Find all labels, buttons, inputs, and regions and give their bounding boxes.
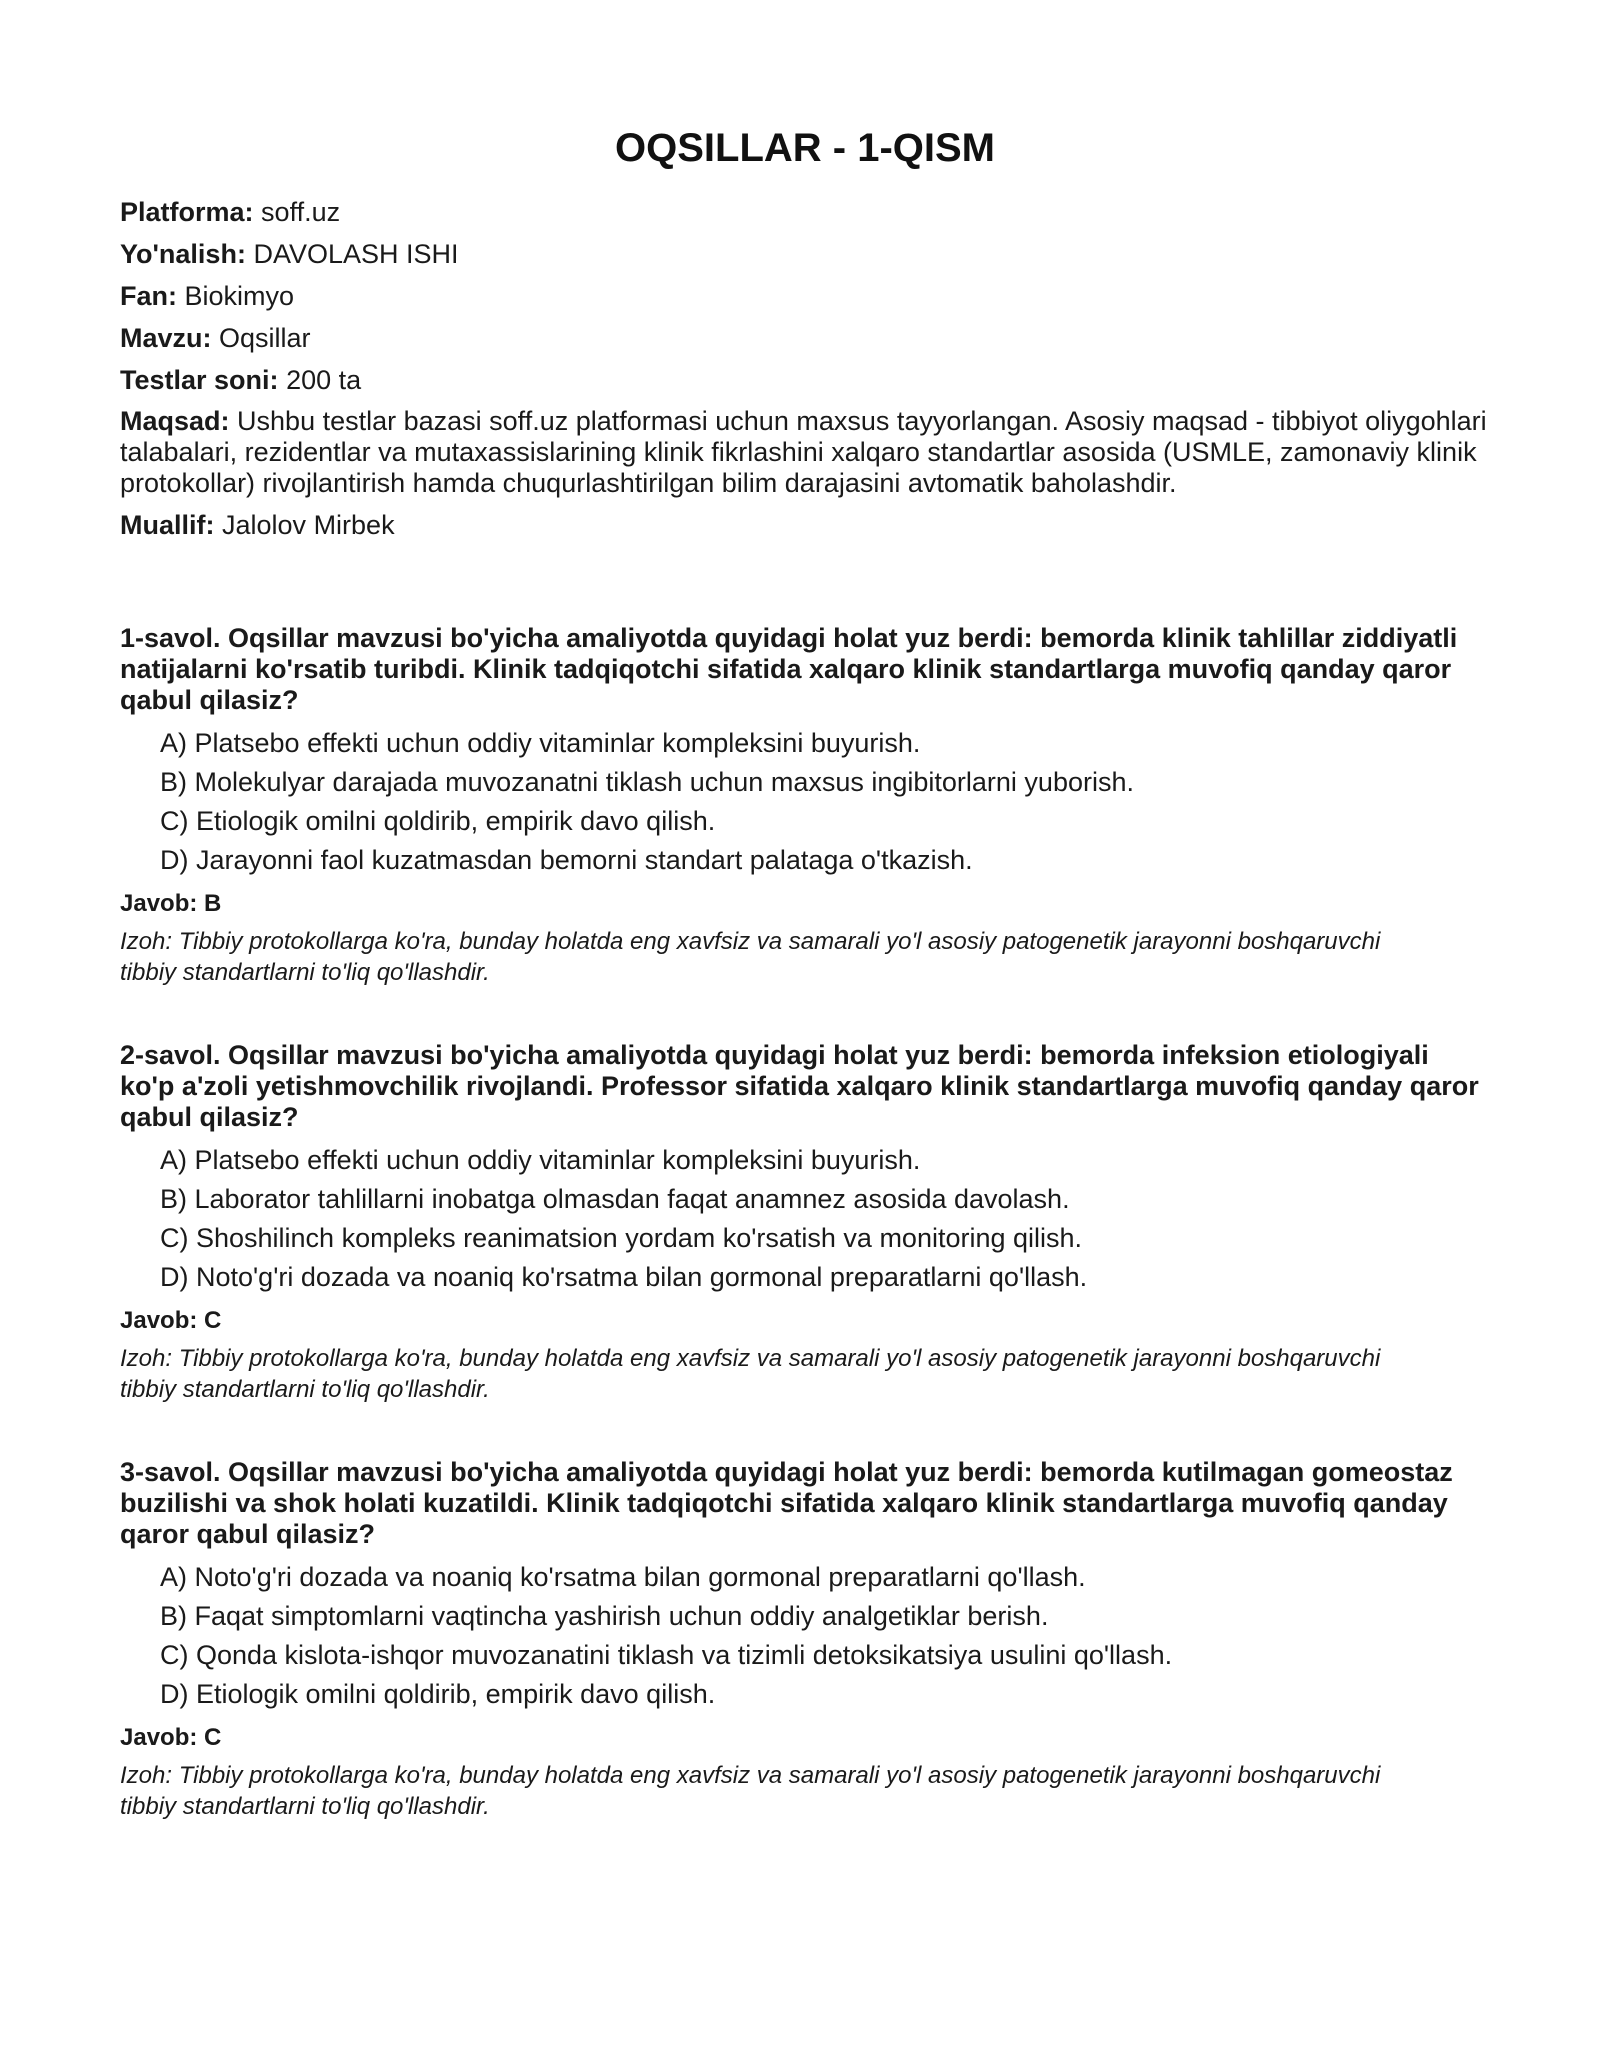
meta-value: soff.uz — [261, 197, 341, 227]
meta-yonalish — [120, 238, 1490, 270]
meta-label: Fan: — [120, 281, 177, 311]
option-b: B) Molekulyar darajada muvozanatni tiklash uchun maxsus ingibitorlarni yuborish. — [160, 767, 1134, 797]
meta-value: Jalolov Mirbek — [222, 510, 395, 540]
option-c: C) Etiologik omilni qoldirib, empirik davo qilish. — [160, 806, 716, 836]
answer-options — [120, 728, 1490, 876]
answer-options — [120, 1562, 1490, 1710]
option-c: C) Qonda kislota-ishqor muvozanatini tiklash va tizimli detoksikatsiya usulini qo'llash. — [160, 1640, 1173, 1670]
meta-value: Biokimyo — [184, 281, 295, 311]
question-item — [120, 623, 1490, 988]
meta-maqsad — [120, 406, 1490, 499]
meta-platforma — [120, 196, 1490, 228]
metadata-block — [120, 196, 1490, 541]
meta-fan — [120, 280, 1490, 312]
option-a: A) Noto'g'ri dozada va noaniq ko'rsatma bilan gormonal preparatlarni qo'llash. — [160, 1562, 1086, 1592]
meta-value: Oqsillar — [219, 323, 311, 353]
answer-key: Javob: C — [120, 1307, 222, 1334]
option-a: A) Platsebo effekti uchun oddiy vitaminlar kompleksini buyurish. — [160, 1145, 921, 1175]
document-page — [120, 0, 1490, 1822]
option-c: C) Shoshilinch kompleks reanimatsion yordam ko'rsatish va monitoring qilish. — [160, 1223, 1083, 1253]
meta-mavzu — [120, 322, 1490, 354]
meta-label: Testlar soni: — [120, 365, 279, 395]
explanation-text: Izoh: Tibbiy protokollarga ko'ra, bunday holatda eng xavfsiz va samarali yo'l asosiy patogenetik jarayonni boshqaruvchi tibbiy standartlarni to'liq qo'llashdir. — [120, 1762, 1381, 1820]
answer-options — [120, 1145, 1490, 1293]
answer-key: Javob: B — [120, 890, 222, 917]
option-d: D) Noto'g'ri dozada va noaniq ko'rsatma bilan gormonal preparatlarni qo'llash. — [160, 1262, 1088, 1292]
explanation-text: Izoh: Tibbiy protokollarga ko'ra, bunday holatda eng xavfsiz va samarali yo'l asosiy patogenetik jarayonni boshqaruvchi tibbiy standartlarni to'liq qo'llashdir. — [120, 1345, 1381, 1403]
option-b: B) Faqat simptomlarni vaqtincha yashirish uchun oddiy analgetiklar berish. — [160, 1601, 1049, 1631]
question-text: 2-savol. Oqsillar mavzusi bo'yicha amaliyotda quyidagi holat yuz berdi: bemorda infeksion etiologiyali ko'p a'zoli yetishmovchilik rivojlandi. Professor sifatida xalqaro klinik standartlarga muvofiq qanday qaror qabul qilasiz? — [120, 1040, 1479, 1132]
question-text: 3-savol. Oqsillar mavzusi bo'yicha amaliyotda quyidagi holat yuz berdi: bemorda kutilmagan gomeostaz buzilishi va shok holati kuzatildi. Klinik tadqiqotchi sifatida xalqaro klinik standartlarga muvofiq qanday qaror qabul qilasiz? — [120, 1457, 1453, 1549]
meta-value: DAVOLASH ISHI — [253, 239, 459, 269]
meta-testlar-soni — [120, 364, 1490, 396]
meta-muallif — [120, 509, 1490, 541]
question-item — [120, 1457, 1490, 1822]
question-text: 1-savol. Oqsillar mavzusi bo'yicha amaliyotda quyidagi holat yuz berdi: bemorda klinik tahlillar ziddiyatli natijalarni ko'rsatib turibdi. Klinik tadqiqotchi sifatida xalqaro klinik standartlarga muvofiq qanday qaror qabul qilasiz? — [120, 623, 1458, 715]
option-a: A) Platsebo effekti uchun oddiy vitaminlar kompleksini buyurish. — [160, 728, 921, 758]
meta-label: Platforma: — [120, 197, 254, 227]
meta-label: Yo'nalish: — [120, 239, 246, 269]
meta-value: 200 ta — [286, 365, 362, 395]
meta-value: Ushbu testlar bazasi soff.uz platformasi uchun maxsus tayyorlangan. Asosiy maqsad - tibbiyot oliygohlari talabalari, rezidentlar va mutaxassislarining klinik fikrlashini xalqaro standartlar asosida (USMLE, zamonaviy klinik protokollar) rivojlantirish hamda chuqurlashtirilgan bilim darajasini avtomatik baholashdir. — [120, 406, 1487, 498]
meta-label: Mavzu: — [120, 323, 212, 353]
questions-list — [120, 623, 1490, 1822]
document-title: OQSILLAR - 1-QISM — [615, 126, 995, 170]
meta-label: Maqsad: — [120, 406, 230, 436]
option-d: D) Etiologik omilni qoldirib, empirik davo qilish. — [160, 1679, 716, 1709]
answer-key: Javob: C — [120, 1724, 222, 1751]
option-b: B) Laborator tahlillarni inobatga olmasdan faqat anamnez asosida davolash. — [160, 1184, 1070, 1214]
option-d: D) Jarayonni faol kuzatmasdan bemorni standart palataga o'tkazish. — [160, 845, 973, 875]
question-item — [120, 1040, 1490, 1405]
meta-label: Muallif: — [120, 510, 215, 540]
explanation-text: Izoh: Tibbiy protokollarga ko'ra, bunday holatda eng xavfsiz va samarali yo'l asosiy patogenetik jarayonni boshqaruvchi tibbiy standartlarni to'liq qo'llashdir. — [120, 928, 1381, 986]
